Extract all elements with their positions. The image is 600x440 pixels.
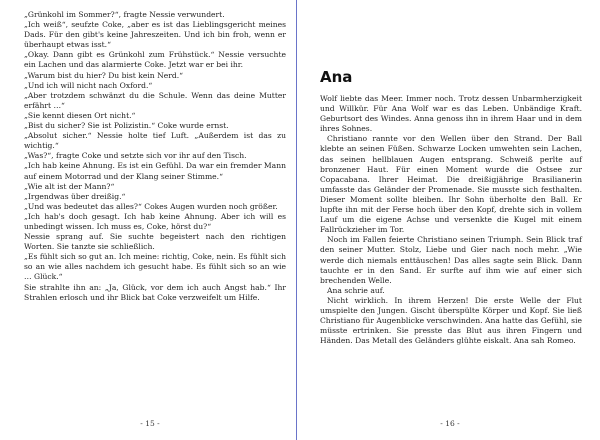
paragraph: „Grünkohl im Sommer?“, fragte Nessie verwundert. (24, 10, 225, 19)
paragraph: „Und was bedeutet das alles?“ Cokes Augen wurden noch größer. (24, 201, 278, 211)
paragraph: „Irgendwas über dreißig.“ (24, 191, 126, 201)
paragraph: „Ich hab keine Ahnung. Es ist ein Gefühl. Da war ein fremder Mann auf einem Motorrad und der Klang seiner Stimme.“ (24, 161, 286, 181)
paragraph: Noch im Fallen feierte Christiano seinen Triumph. Sein Blick traf den seiner Mutter. Stolz, Liebe und Gier nach noch mehr. „Wie werde dich niemals enttäuschen! Das alles sagte sein Blick. Dann tauchte er in den Sand. Er surfte auf ihm wie auf einer sich brechenden Welle. (320, 235, 582, 285)
page-number: - 16 - (440, 419, 460, 428)
paragraph: „Okay. Dann gibt es Grünkohl zum Frühstück.“ Nessie versuchte ein Lachen und das alarmierte Coke. Jetzt war er bei ihr. (24, 50, 286, 70)
paragraph: Nessie sprang auf. Sie suchte begeistert nach den richtigen Worten. Sie tanzte sie schließlich. (24, 232, 286, 252)
paragraph: „Warum bist du hier? Du bist kein Nerd.“ (24, 70, 184, 80)
left-page-text (24, 10, 286, 303)
paragraph: „Bist du sicher? Sie ist Polizistin.“ Coke wurde ernst. (24, 121, 229, 131)
paragraph: „Was?“, fragte Coke und setzte sich vor ihr auf den Tisch. (24, 151, 247, 161)
paragraph: Ana schrie auf. (327, 285, 385, 295)
paragraph: „Ich weiß“, seufzte Coke, „aber es ist das Lieblingsgericht meines Dads. Für den gibt's keine Jahreszeiten. Und ich bin froh, wenn er überhaupt etwas isst.“ (24, 20, 286, 50)
paragraph: „Wie alt ist der Mann?“ (24, 181, 115, 191)
paragraph: „Es fühlt sich so gut an. Ich meine: richtig, Coke, nein. Es fühlt sich so an wie alles nachdem ich gesucht habe. Es fühlt sich so an wie … Glück.“ (24, 252, 286, 282)
paragraph: „Absolut sicher.“ Nessie holte tief Luft. „Außerdem ist das zu wichtig.“ (24, 131, 286, 151)
paragraph: Wolf liebte das Meer. Immer noch. Trotz dessen Unbarmherzigkeit und Willkür. Für Ana Wolf war es das Leben. Unbändige Kraft. Geburtsort des Windes. Anna genoss ihn in ihrem Haar und in dem ihres Sohnes. (320, 94, 582, 134)
page-number: - 15 - (140, 419, 160, 428)
paragraph: „Aber trotzdem schwänzt du die Schule. Wenn das deine Mutter erfährt …“ (24, 90, 286, 110)
paragraph: „Sie kennt diesen Ort nicht.“ (24, 110, 136, 120)
paragraph: Sie strahlte ihn an: „Ja, Glück, vor dem ich auch Angst hab.“ Ihr Strahlen erlosch und ihr Blick bat Coke verzweifelt um Hilfe. (24, 282, 286, 302)
paragraph: Christiano rannte vor den Wellen über den Strand. Der Ball klebte an seinen Füßen. Schwarze Locken umwehten sein Lachen, das seinen hellblauen Augen entsprang. Schweiß perlte auf bronzener Haut. Für einen Moment wurde die Ostsee zur Copacabana. Ihrer Heimat. Die dreißigjährige Brasilianerin umfasste das Geländer der Promenade. Sie musste sich festhalten. Dieser Moment sollte bleiben. Ihr Sohn überholte den Ball. Er lupfte ihn mit der Ferse hoch über den Kopf, drehte sich in vollem Lauf um die eigene Achse und versenkte die Kugel mit einem Fallrückzieher im Tor. (320, 134, 582, 235)
paragraph: „Ich hab's doch gesagt. Ich hab keine Ahnung. Aber ich will es unbedingt wissen. Ich muss es, Coke, hörst du?“ (24, 211, 286, 231)
chapter-title: Ana (320, 68, 353, 86)
right-page (300, 0, 600, 440)
right-page-text (320, 94, 582, 346)
paragraph: „Und ich will nicht nach Oxford.“ (24, 80, 153, 90)
gutter-divider (296, 0, 297, 440)
paragraph: Nicht wirklich. In ihrem Herzen! Die erste Welle der Flut umspielte den Jungen. Gischt überspülte Körper und Kopf. Sie ließ Christiano für Augenblicke verschwinden. Ana hatte das Gefühl, sie müsste ertrinken. Sie presste das Blut aus ihren Fingern und Händen. Das Metall des Geländers glühte eiskalt. Ana sah Romeo. (320, 295, 582, 346)
